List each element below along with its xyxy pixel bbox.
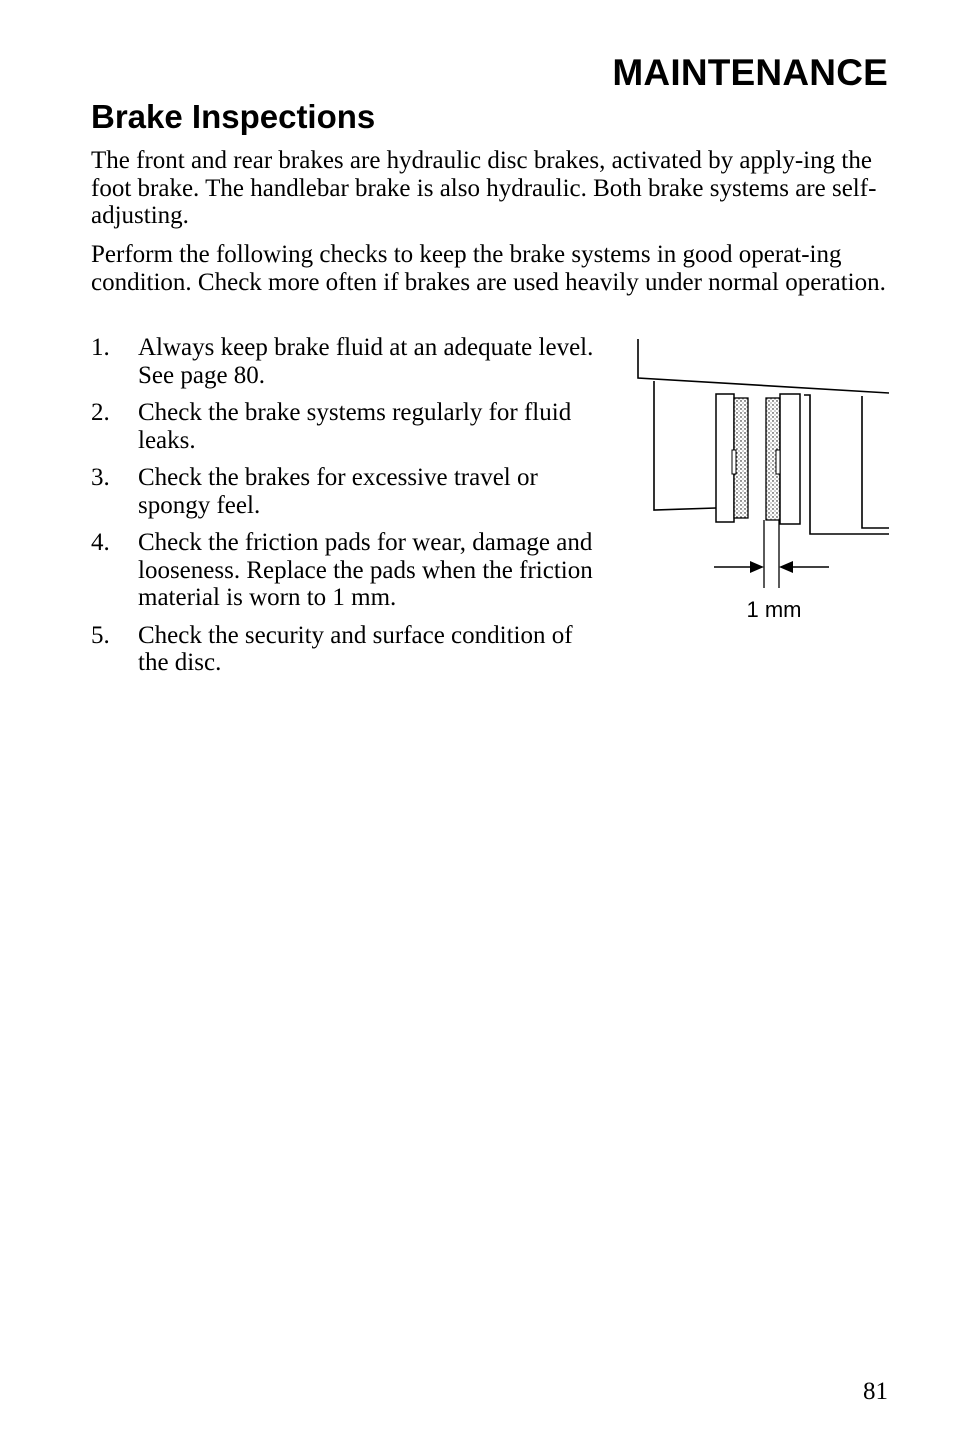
- right-pad-assembly: [766, 394, 800, 524]
- list-item-text: Check the brakes for excessive travel or spongy feel.: [138, 464, 538, 519]
- dimension-label: 1 mm: [746, 597, 802, 622]
- list-item-number: 5.: [91, 621, 110, 649]
- list-item-number: 3.: [91, 464, 110, 491]
- page-number: 81: [863, 1378, 888, 1405]
- list-item-text: Check the friction pads for wear, damage and looseness. Replace the pads when the friction material is worn to 1 mm.: [138, 529, 593, 611]
- list-item: [91, 464, 606, 519]
- list-item: [91, 622, 606, 677]
- checklist: [91, 334, 606, 687]
- checks-paragraph: Perform the following checks to keep the brake systems in good operat-ing condition. Check more often if brakes are used heavily under normal operation.: [91, 241, 886, 296]
- list-item-number: 4.: [91, 529, 110, 556]
- list-item: [91, 399, 606, 454]
- intro-paragraph: The front and rear brakes are hydraulic disc brakes, activated by apply-ing the foot brake. The handlebar brake is also hydraulic. Both brake systems are self-adjusting.: [91, 147, 877, 229]
- page-heading: Brake Inspections: [91, 98, 376, 135]
- list-item: [91, 529, 606, 612]
- left-pad-assembly: [716, 394, 748, 522]
- list-item: [91, 334, 606, 389]
- list-item-number: 1.: [91, 334, 110, 361]
- section-title: MAINTENANCE: [612, 52, 888, 93]
- list-item-number: 2.: [91, 399, 110, 426]
- list-item-text: Always keep brake fluid at an adequate level. See page 80.: [138, 334, 594, 389]
- list-item-text: Check the brake systems regularly for fluid leaks.: [138, 399, 572, 454]
- brake-pad-diagram: [630, 335, 895, 635]
- dimension-arrows: [714, 561, 829, 573]
- list-item-text: Check the security and surface condition of the disc.: [138, 621, 573, 676]
- caliper-housing: [638, 339, 889, 534]
